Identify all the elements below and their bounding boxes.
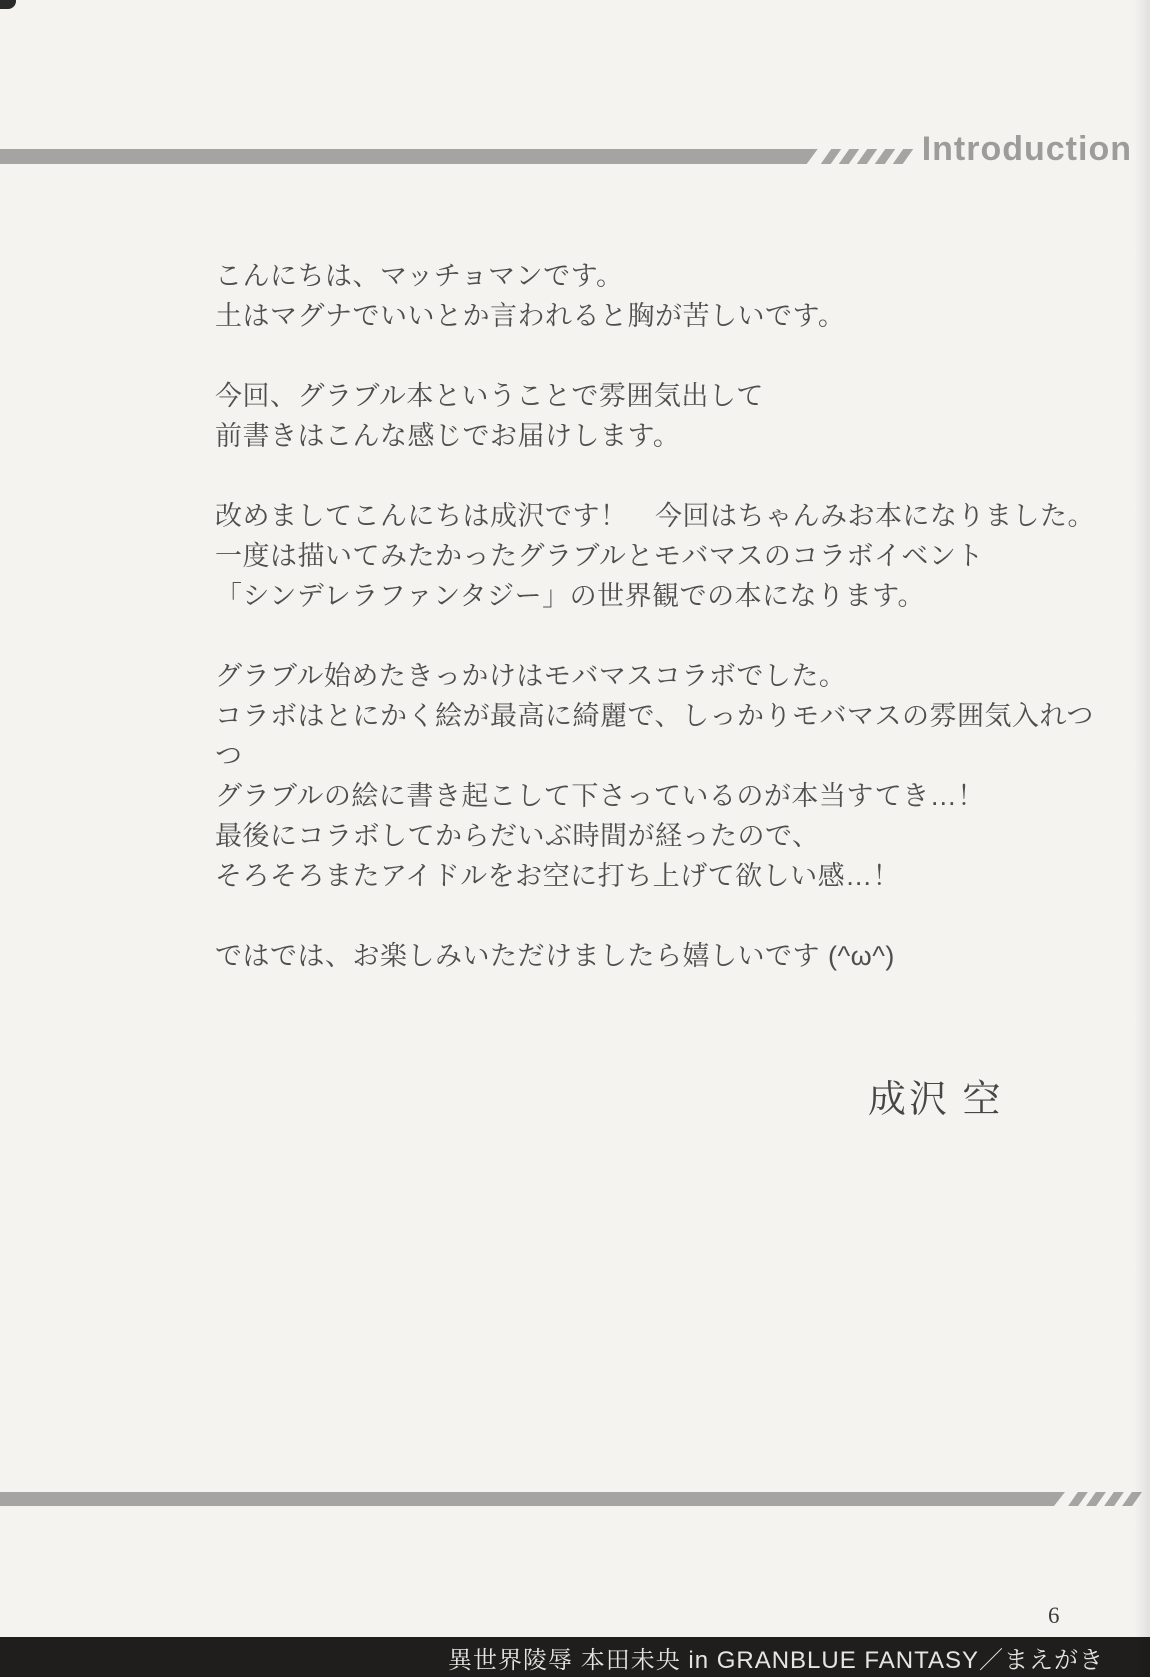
footer-strip xyxy=(0,1637,1150,1677)
slash-tick-icon xyxy=(892,149,913,164)
text-line: コラボはとにかく絵が最高に綺麗で、しっかりモバマスの雰囲気入れつつ xyxy=(215,701,1094,771)
slash-tick-icon xyxy=(1068,1492,1088,1506)
paragraph xyxy=(215,496,1095,616)
text-line: 今回、グラブル本ということで雰囲気出して xyxy=(215,381,764,411)
slash-tick-icon xyxy=(874,149,895,164)
paragraph xyxy=(215,256,1095,336)
text-line: 「シンデレラファンタジー」の世界観での本になります。 xyxy=(215,581,926,611)
scan-corner-artifact xyxy=(0,0,16,9)
paragraph xyxy=(215,656,1095,896)
paragraph xyxy=(215,376,1095,456)
page-number: 6 xyxy=(1048,1603,1060,1628)
slash-tick-icon xyxy=(838,149,859,164)
text-line: 改めましてこんにちは成沢です！ 今回はちゃんみお本になりました。 xyxy=(215,501,1095,531)
header-accent-bar xyxy=(0,149,818,164)
bottom-accent-bar xyxy=(0,1492,1065,1506)
foreword-text xyxy=(215,256,1095,1016)
text-line: グラブル始めたきっかけはモバマスコラボでした。 xyxy=(215,661,847,691)
page-title: Introduction xyxy=(921,130,1132,169)
paragraph xyxy=(215,936,1095,976)
text-line: 前書きはこんな感じでお届けします。 xyxy=(215,421,681,451)
scan-edge-shadow xyxy=(1134,0,1150,1677)
text-line: 土はマグナでいいとか言われると胸が苦しいです。 xyxy=(215,301,846,331)
footer-book-title: 異世界陵辱 本田未央 in GRANBLUE FANTASY／まえがき xyxy=(448,1646,1104,1674)
slash-tick-icon xyxy=(820,149,841,164)
bottom-accent xyxy=(0,1478,1150,1506)
slash-tick-icon xyxy=(856,149,877,164)
text-line: こんにちは、マッチョマンです。 xyxy=(215,261,624,291)
text-line: グラブルの絵に書き起こして下さっているのが本当すてき…！ xyxy=(215,781,985,811)
slash-tick-icon xyxy=(1086,1492,1106,1506)
slash-tick-icon xyxy=(1122,1492,1142,1506)
text-line: 最後にコラボしてからだいぶ時間が経ったので、 xyxy=(215,821,820,851)
text-line: ではでは、お楽しみいただけましたら嬉しいです (^ω^) xyxy=(215,941,895,971)
slash-tick-icon xyxy=(1104,1492,1124,1506)
author-signature: 成沢 空 xyxy=(868,1079,1004,1121)
text-line: そろそろまたアイドルをお空に打ち上げて欲しい感…！ xyxy=(215,861,901,891)
header xyxy=(0,124,1150,169)
text-line: 一度は描いてみたかったグラブルとモバマスのコラボイベント xyxy=(215,541,984,571)
